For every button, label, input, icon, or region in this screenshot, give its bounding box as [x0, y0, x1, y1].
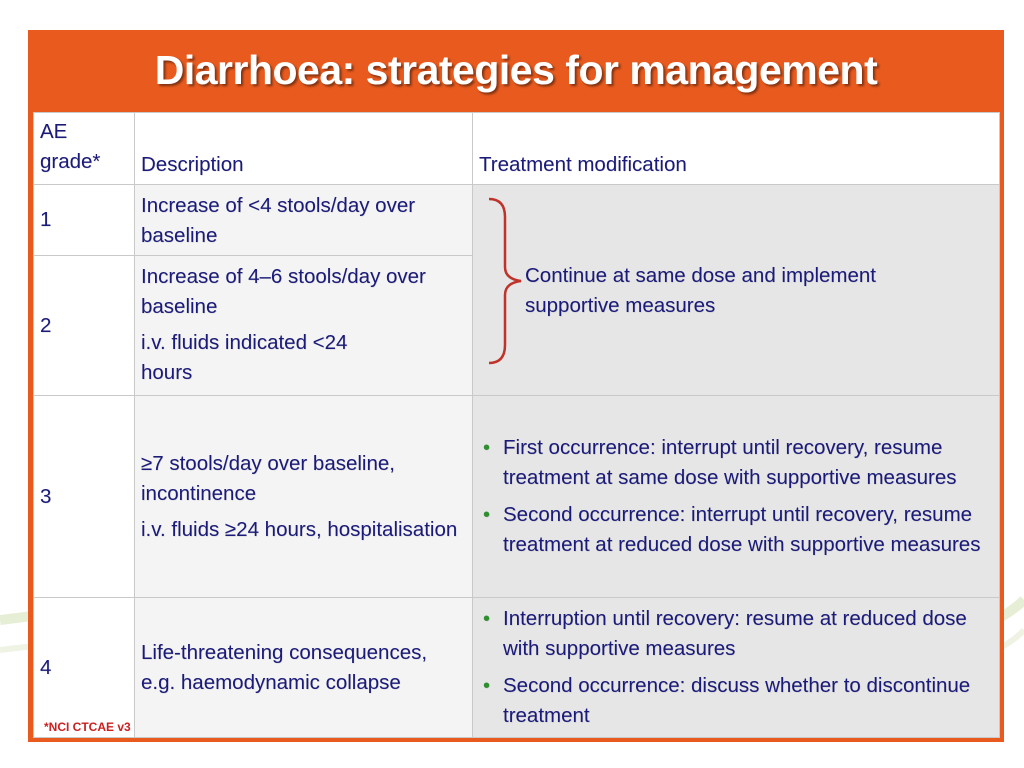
description-cell: Increase of <4 stools/day over baseline: [135, 185, 473, 256]
list-item: • Interruption until recovery: resume at reduced dose with supportive measures: [479, 604, 993, 664]
bullet-icon: •: [483, 675, 491, 697]
treatment-cell-grades-1-2: [473, 185, 1000, 396]
bullet-icon: •: [483, 504, 491, 526]
header-ae-grade: AE grade*: [34, 113, 135, 185]
management-table: [33, 112, 999, 738]
grade-cell: 2: [34, 256, 135, 396]
description-cell: Life-threatening consequences, e.g. haemodynamic collapse: [135, 598, 473, 738]
grade-cell: 4: [34, 598, 135, 738]
treatment-cell: [473, 396, 1000, 598]
list-item: • First occurrence: interrupt until recovery, resume treatment at same dose with supportive measures: [479, 433, 993, 493]
list-item: • Second occurrence: interrupt until recovery, resume treatment at reduced dose with supportive measures: [479, 500, 993, 560]
bullet-icon: •: [483, 437, 491, 459]
description-cell: Increase of 4–6 stools/day over baseline i.v. fluids indicated <24 hours: [135, 256, 473, 396]
bullet-icon: •: [483, 608, 491, 630]
list-item: • Second occurrence: discuss whether to discontinue treatment: [479, 671, 993, 731]
grade-cell: 3: [34, 396, 135, 598]
slide-title: Diarrhoea: strategies for management: [154, 46, 878, 93]
brace-icon: [485, 195, 527, 367]
slide: [28, 30, 1004, 742]
table-row-grade-4: [34, 598, 1000, 738]
treatment-cell: [473, 598, 1000, 738]
header-description: Description: [135, 113, 473, 185]
table-header-row: [34, 113, 1000, 185]
description-cell: ≥7 stools/day over baseline, incontinence i.v. fluids ≥24 hours, hospitalisation: [135, 396, 473, 598]
table-row-grade-3: [34, 396, 1000, 598]
grade-cell: 1: [34, 185, 135, 256]
footnote: *NCI CTCAE v3: [44, 720, 131, 734]
header-treatment-modification: Treatment modification: [473, 113, 1000, 185]
treatment-text-grades-1-2: Continue at same dose and implement supportive measures: [525, 264, 876, 317]
table-row-grade-1: [34, 185, 1000, 256]
